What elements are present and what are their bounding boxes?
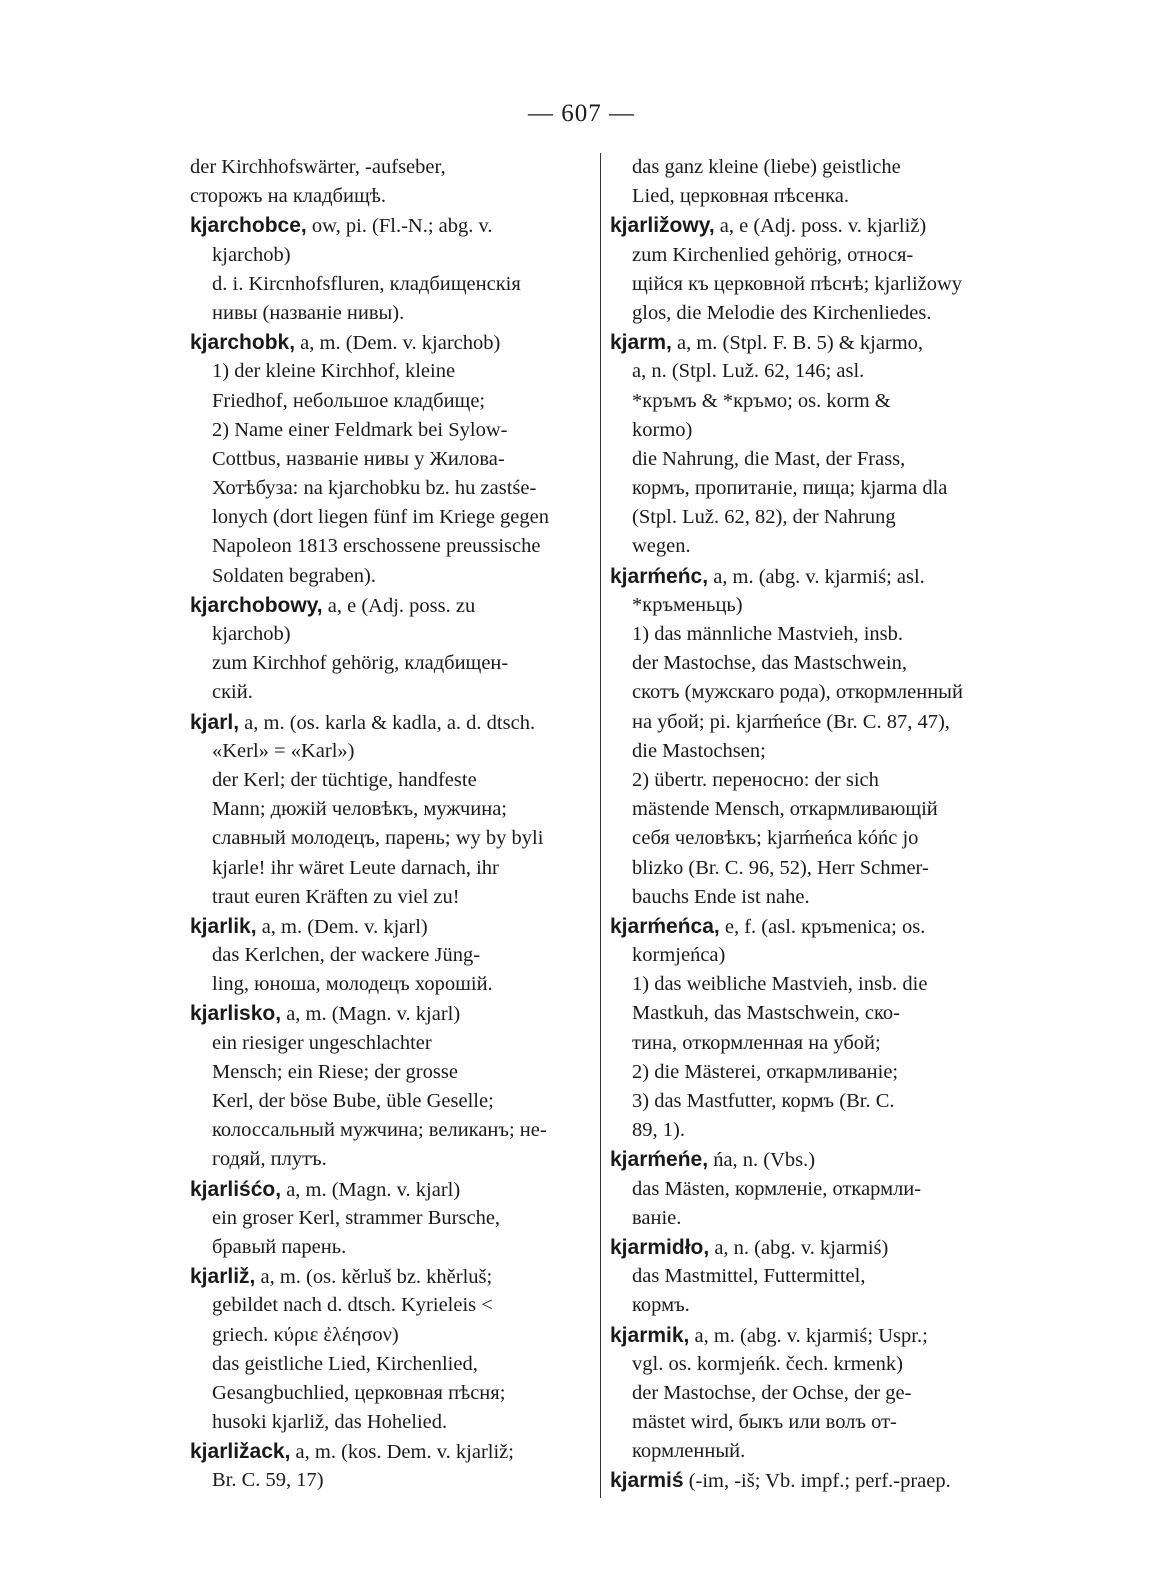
text-line — [610, 824, 1012, 853]
line-text: glos, die Melodie des Kirchenliedes. — [632, 301, 932, 324]
headword: kjarḿeńc, — [610, 564, 709, 588]
line-text: mästende Mensch, откармливающій — [632, 798, 938, 821]
line-text: der Kirchhofswärter, -aufseber, — [190, 156, 446, 178]
text-line — [610, 1175, 1012, 1204]
line-text: das ganz kleine (liebe) geistliche — [632, 156, 901, 178]
text-line — [190, 387, 592, 416]
text-line — [610, 474, 1012, 503]
line-text: 2) Name einer Feldmark bei Sylow- — [212, 418, 508, 441]
line-text: das Kerlchen, der wackere Jüng- — [212, 944, 481, 967]
text-line — [610, 503, 1012, 532]
entry-line — [190, 1262, 592, 1291]
line-text: *кръменьць) — [632, 593, 743, 616]
text-line — [190, 620, 592, 649]
text-line — [610, 387, 1012, 416]
text-line — [190, 1058, 592, 1087]
headword: kjarliž, — [190, 1265, 256, 1289]
text-line — [610, 1408, 1012, 1437]
entry-text: a, m. (Magn. v. kjarl) — [281, 1003, 461, 1026]
text-line — [610, 416, 1012, 445]
line-text: der Kerl; der tüchtige, handfeste — [212, 768, 477, 791]
text-line — [190, 1204, 592, 1233]
line-text: Хотѣбуза: na kjarchobku bz. hu zastśe- — [212, 477, 537, 500]
line-text: скій. — [212, 681, 253, 704]
entry-text: a, m. (Magn. v. kjarl) — [281, 1178, 461, 1201]
headword: kjarḿeńca, — [610, 914, 720, 938]
line-text: годяй, плутъ. — [212, 1148, 327, 1171]
right-column — [610, 153, 1012, 1496]
headword: kjarmiś — [610, 1469, 684, 1493]
line-text: blizko (Br. C. 96, 52), Herr Schmer- — [632, 856, 929, 879]
text-line — [190, 445, 592, 474]
text-line — [190, 824, 592, 853]
text-line — [610, 153, 1012, 182]
text-line — [610, 766, 1012, 795]
text-line — [610, 737, 1012, 766]
entry-text: a, m. (os. kěrluš bz. khěrluš; — [255, 1266, 493, 1289]
text-line — [190, 1350, 592, 1379]
headword: kjarlisko, — [190, 1002, 282, 1026]
headword: kjarchobce, — [190, 214, 307, 238]
text-line — [610, 883, 1012, 912]
text-line — [190, 1116, 592, 1145]
text-line — [610, 620, 1012, 649]
entry-text: a, m. (Dem. v. kjarl) — [256, 915, 428, 938]
text-line — [610, 1437, 1012, 1466]
line-text: 89, 1). — [632, 1119, 685, 1142]
text-line — [610, 299, 1012, 328]
text-line — [190, 474, 592, 503]
text-line — [190, 1233, 592, 1262]
line-text: kormo) — [632, 418, 693, 441]
line-text: kjarle! ihr wäret Leute darnach, ihr — [212, 856, 499, 879]
line-text: wegen. — [632, 535, 691, 558]
text-line — [190, 270, 592, 299]
text-line — [610, 532, 1012, 561]
text-line — [610, 678, 1012, 707]
line-text: a, n. (Stpl. Luž. 62, 146; asl. — [632, 360, 865, 383]
headword: kjarl, — [190, 710, 240, 734]
line-text: на убой; pi. kjarḿeńce (Br. C. 87, 47), — [632, 710, 950, 733]
headword: kjarḿeńe, — [610, 1148, 709, 1172]
line-text: ein riesiger ungeschlachter — [212, 1031, 432, 1054]
line-text: 1) das weibliche Mastvieh, insb. die — [632, 973, 928, 996]
line-text: kjarchob) — [212, 623, 291, 645]
text-line — [610, 1291, 1012, 1320]
entry-text: a, m. (abg. v. kjarmiś; Uspr.; — [689, 1324, 928, 1347]
line-text: lonych (dort liegen fünf im Kriege gegen — [212, 506, 549, 529]
line-text: *кръмъ & *кръмо; os. korm & — [632, 389, 891, 412]
line-text: Mann; дюжій человѣкъ, мужчина; — [212, 798, 507, 821]
page-number: — 607 — — [528, 100, 635, 127]
line-text: славный молодецъ, парень; wy by byli — [212, 827, 544, 850]
text-line — [610, 1379, 1012, 1408]
text-line — [190, 1379, 592, 1408]
line-text: скотъ (мужскаго рода), откормленный — [632, 681, 963, 704]
text-line — [190, 1466, 592, 1495]
entry-line — [610, 912, 1012, 941]
text-line — [610, 970, 1012, 999]
line-text: нивы (названіе нивы). — [212, 301, 405, 324]
headword: kjarliśćo, — [190, 1177, 282, 1201]
text-line — [610, 1029, 1012, 1058]
text-line — [610, 1087, 1012, 1116]
text-line — [190, 649, 592, 678]
line-text: ваніе. — [632, 1206, 682, 1229]
line-text: кормъ, пропитаніе, пища; kjarma dla — [632, 477, 948, 500]
entry-line — [190, 999, 592, 1028]
line-text: (Stpl. Luž. 62, 82), der Nahrung — [632, 506, 896, 529]
text-line — [610, 241, 1012, 270]
line-text: ein groser Kerl, strammer Bursche, — [212, 1206, 501, 1229]
headword: kjarchobowy, — [190, 593, 323, 617]
left-column — [190, 153, 592, 1496]
line-text: колоссальный мужчина; великанъ; не- — [212, 1119, 547, 1142]
text-line — [190, 1408, 592, 1437]
text-line — [610, 999, 1012, 1028]
line-text: бравый парень. — [212, 1235, 347, 1258]
headword: kjarchobk, — [190, 331, 296, 355]
entry-text: a, e (Adj. poss. zu — [322, 594, 476, 617]
text-line — [190, 153, 592, 182]
text-line — [190, 1291, 592, 1320]
text-line — [190, 854, 592, 883]
line-text: zum Kirchhof gehörig, кладбищен- — [212, 652, 509, 675]
text-line — [190, 941, 592, 970]
line-text: Friedhof, небольшое кладбище; — [212, 389, 486, 412]
headword: kjarlik, — [190, 914, 257, 938]
text-line — [190, 503, 592, 532]
text-line — [190, 357, 592, 386]
entry-line — [610, 1145, 1012, 1174]
line-text: 2) übertr. переносно: der sich — [632, 768, 879, 791]
line-text: das Mastmittel, Futtermittel, — [632, 1265, 866, 1288]
line-text: кормъ. — [632, 1294, 690, 1317]
entry-text: e, f. (asl. кръmenica; os. — [719, 915, 926, 938]
line-text: Gesangbuchlied, церковная пѣсня; — [212, 1381, 506, 1404]
line-text: kormjeńca) — [632, 944, 726, 967]
entry-line — [190, 912, 592, 941]
line-text: der Mastochse, das Mastschwein, — [632, 652, 907, 675]
entry-text: a, e (Adj. poss. v. kjarliž) — [714, 215, 927, 238]
entry-text: a, m. (Stpl. F. B. 5) & kjarmo, — [671, 332, 924, 355]
entry-line — [190, 1437, 592, 1466]
line-text: «Kerl» = «Karl») — [212, 739, 355, 762]
text-line — [190, 182, 592, 211]
line-text: griech. κύριε ἐλέησον) — [212, 1323, 399, 1346]
entry-line — [610, 1466, 1012, 1495]
line-text: traut euren Kräften zu viel zu! — [212, 885, 460, 908]
text-line — [190, 416, 592, 445]
text-line — [190, 678, 592, 707]
entry-line — [610, 1321, 1012, 1350]
entry-text: a, m. (abg. v. kjarmiś; asl. — [708, 565, 925, 588]
text-line — [610, 1116, 1012, 1145]
entry-text: ńa, n. (Vbs.) — [708, 1149, 816, 1172]
text-line — [190, 970, 592, 999]
text-line — [610, 591, 1012, 620]
line-text: das Mästen, кормленіе, откармли- — [632, 1177, 922, 1200]
entry-line — [610, 562, 1012, 591]
line-text: 1) das männliche Mastvieh, insb. — [632, 623, 904, 645]
entry-line — [190, 1175, 592, 1204]
line-text: 3) das Mastfutter, кормъ (Br. C. — [632, 1090, 895, 1112]
headword: kjarližack, — [190, 1440, 291, 1464]
text-line — [190, 1321, 592, 1350]
text-line — [190, 795, 592, 824]
line-text: die Mastochsen; — [632, 739, 766, 762]
headword: kjarližowy, — [610, 214, 715, 238]
text-line — [610, 445, 1012, 474]
line-text: сторожъ на кладбищѣ. — [190, 185, 387, 208]
line-text: Br. C. 59, 17) — [212, 1469, 324, 1492]
text-line — [610, 854, 1012, 883]
line-text: d. i. Kircnhofsfluren, кладбищенскія — [212, 272, 521, 295]
line-text: щійся къ церковной пѣснѣ; kjarližowy — [632, 272, 963, 295]
line-text: Kerl, der böse Bube, üble Geselle; — [212, 1090, 494, 1112]
text-line — [190, 241, 592, 270]
text-line — [610, 1262, 1012, 1291]
line-text: gebildet nach d. dtsch. Kyrieleis < — [212, 1294, 493, 1317]
line-text: zum Kirchenlied gehörig, относя- — [632, 243, 914, 266]
line-text: das geistliche Lied, Kirchenlied, — [212, 1352, 478, 1375]
headword: kjarmidło, — [610, 1235, 710, 1259]
text-line — [610, 1204, 1012, 1233]
entry-line — [190, 211, 592, 240]
text-line — [190, 766, 592, 795]
entry-line — [610, 211, 1012, 240]
text-line — [610, 1350, 1012, 1379]
entry-text: a, m. (kos. Dem. v. kjarliž; — [290, 1441, 514, 1464]
text-line — [610, 708, 1012, 737]
text-line — [610, 1058, 1012, 1087]
line-text: Mastkuh, das Mastschwein, ско- — [632, 1002, 900, 1025]
text-line — [190, 299, 592, 328]
entry-text: ow, pi. (Fl.-N.; abg. v. — [306, 215, 493, 238]
line-text: vgl. os. kormjeńk. čech. krmenk) — [632, 1352, 903, 1375]
line-text: тина, откормленная на убой; — [632, 1031, 881, 1054]
line-text: Napoleon 1813 erschossene preussische — [212, 535, 541, 558]
line-text: ling, юноша, молодецъ хорошій. — [212, 973, 493, 996]
text-line — [190, 532, 592, 561]
line-text: der Mastochse, der Ochse, der ge- — [632, 1381, 912, 1404]
line-text: bauchs Ende ist nahe. — [632, 885, 810, 908]
entry-line — [190, 591, 592, 620]
text-line — [190, 737, 592, 766]
entry-line — [190, 328, 592, 357]
line-text: 1) der kleine Kirchhof, kleine — [212, 360, 456, 383]
text-line — [610, 270, 1012, 299]
headword: kjarm, — [610, 331, 672, 355]
text-line — [190, 1029, 592, 1058]
entry-line — [190, 708, 592, 737]
text-line — [610, 357, 1012, 386]
line-text: 2) die Mästerei, откармливаніе; — [632, 1060, 899, 1083]
line-text: Cottbus, названіе нивы у Жилова- — [212, 447, 505, 470]
line-text: Lied, церковная пѣсенка. — [632, 185, 850, 208]
text-line — [190, 1087, 592, 1116]
entry-line — [610, 328, 1012, 357]
entry-text: (-im, -iš; Vb. impf.; perf.-praep. — [683, 1470, 951, 1493]
line-text: Mensch; ein Riese; der grosse — [212, 1060, 458, 1083]
text-line — [190, 883, 592, 912]
line-text: себя человѣкъ; kjarḿeńca kóńc jo — [632, 827, 919, 850]
line-text: Soldaten begraben). — [212, 564, 376, 587]
headword: kjarmik, — [610, 1323, 690, 1347]
text-line — [610, 649, 1012, 678]
entry-line — [610, 1233, 1012, 1262]
text-line — [610, 182, 1012, 211]
entry-text: a, n. (abg. v. kjarmiś) — [709, 1236, 889, 1259]
text-line — [610, 795, 1012, 824]
text-line — [190, 562, 592, 591]
text-line — [610, 941, 1012, 970]
entry-text: a, m. (os. karla & kadla, a. d. dtsch. — [239, 711, 536, 734]
entry-text: a, m. (Dem. v. kjarchob) — [295, 332, 501, 355]
line-text: die Nahrung, die Mast, der Frass, — [632, 447, 906, 470]
text-line — [190, 1145, 592, 1174]
line-text: кормленный. — [632, 1440, 746, 1463]
line-text: husoki kjarliž, das Hohelied. — [212, 1411, 448, 1434]
line-text: kjarchob) — [212, 243, 291, 266]
line-text: mästet wird, быкъ или волъ от- — [632, 1411, 897, 1434]
column-divider — [600, 153, 601, 1498]
